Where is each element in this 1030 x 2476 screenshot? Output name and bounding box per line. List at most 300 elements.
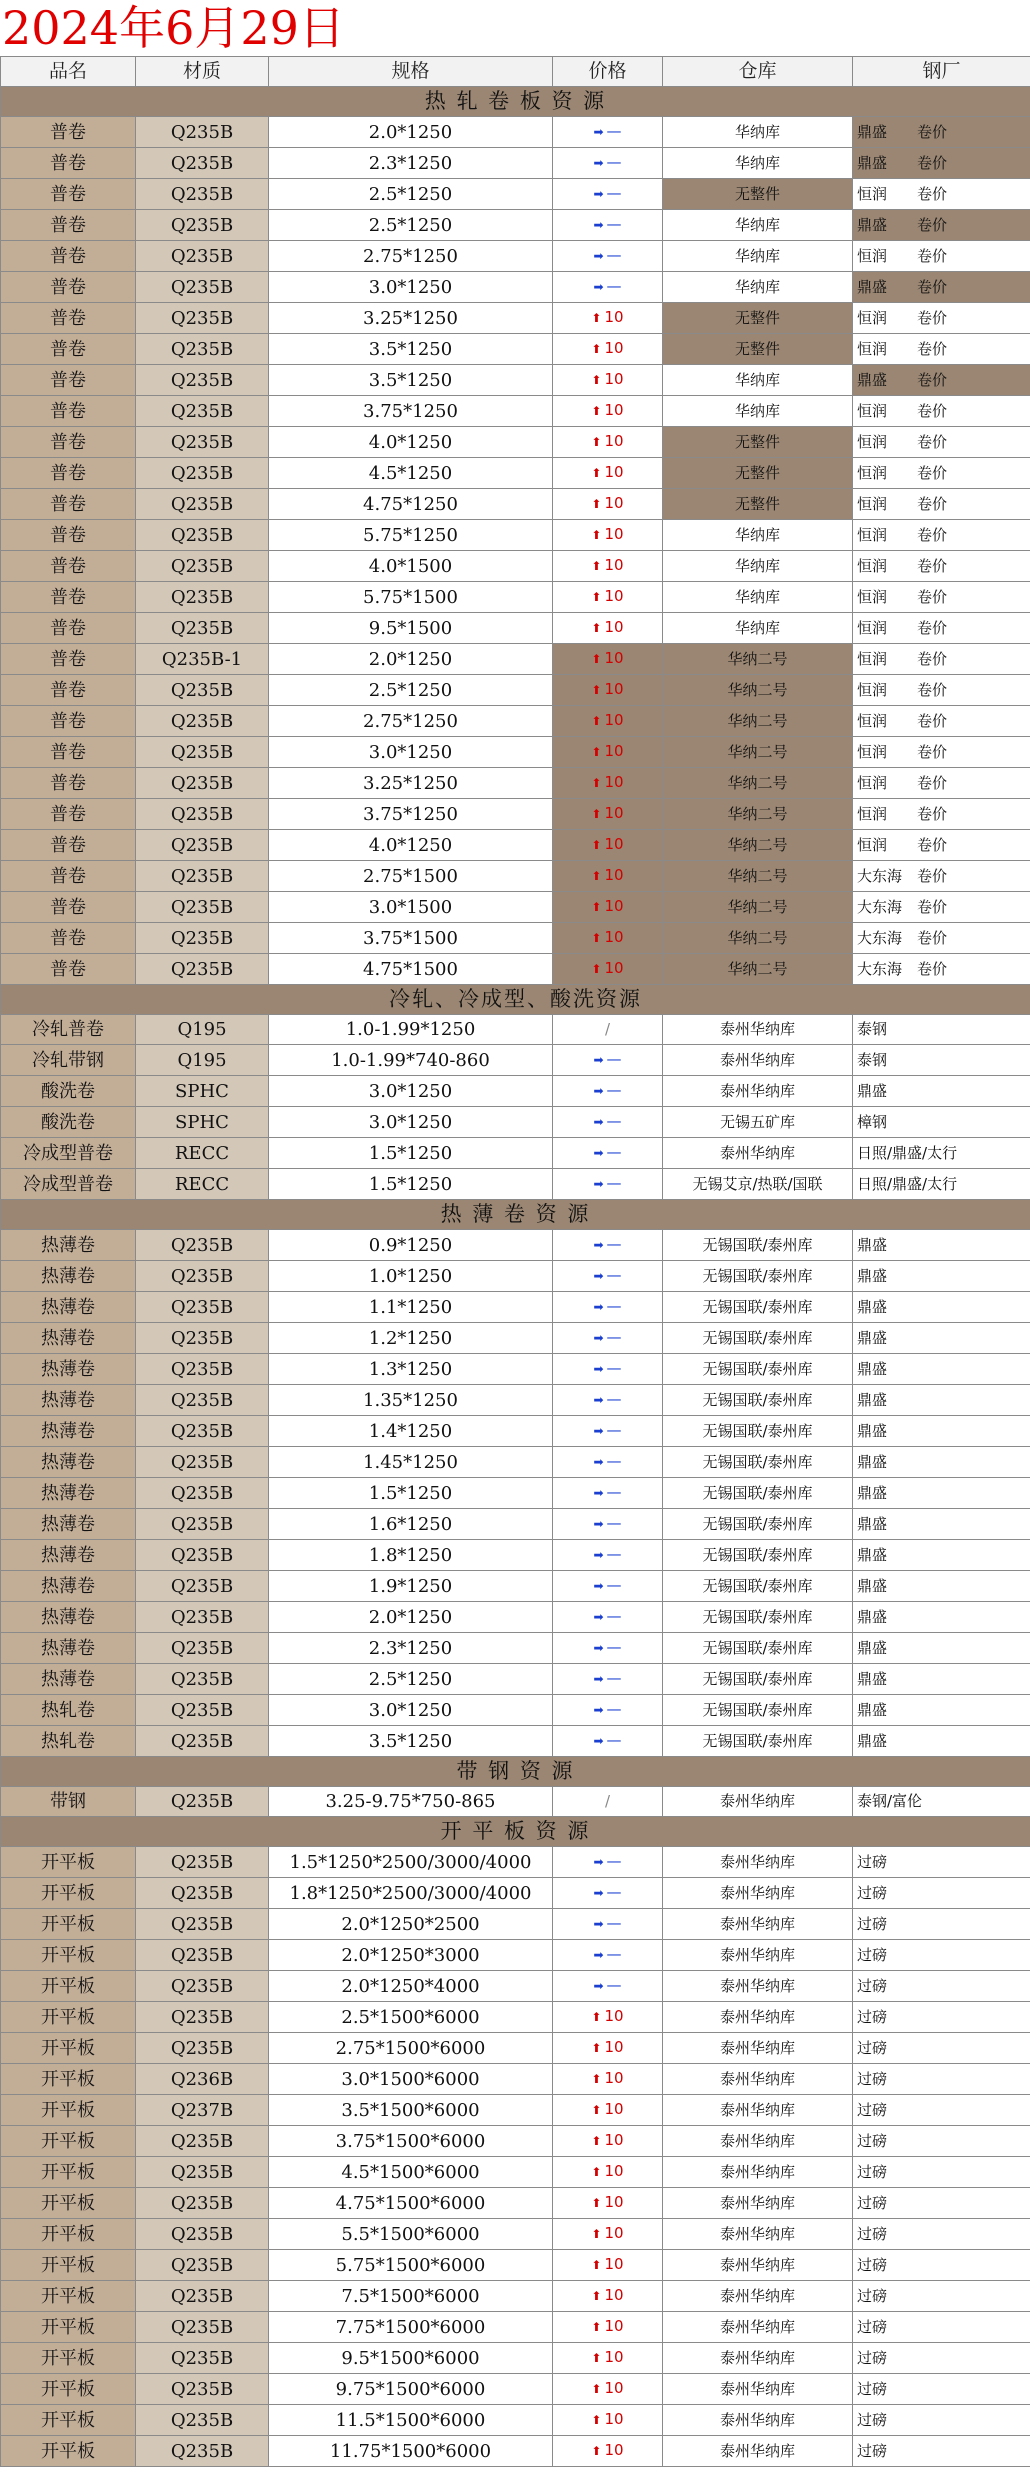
page-title: 2024年6月29日 [2,1,345,55]
product-name-cell: 酸洗卷 [1,1076,136,1107]
mill-cell: 泰钢/富伦 [853,1787,1030,1817]
price-cell [553,1076,663,1107]
product-name-cell: 热薄卷 [1,1292,136,1323]
spec-cell: 1.3*1250 [269,1354,553,1385]
price-change-text: — [606,1081,622,1099]
mill-cell: 鼎盛 [853,1385,1030,1416]
price-change-text: — [606,1328,622,1346]
up-arrow-icon: ⬆ [591,2320,602,2334]
warehouse-cell: 无整件 [663,179,853,210]
mill-cell: 过磅 [853,1847,1030,1878]
spec-cell: 1.45*1250 [269,1447,553,1478]
mill-cell: 恒润 卷价 [853,520,1030,551]
section-title: 热 轧 卷 板 资 源 [1,87,1030,117]
product-name-cell: 普卷 [1,272,136,303]
table-row [1,1602,1030,1633]
material-cell: Q235B [136,799,269,830]
spec-cell: 2.5*1250 [269,210,553,241]
material-cell: Q235B [136,954,269,985]
section-header-row [1,1757,1030,1787]
material-cell: Q235B [136,489,269,520]
price-change-text: 10 [604,804,624,822]
price-cell [553,2064,663,2095]
spec-cell: 3.75*1250 [269,396,553,427]
spec-cell: 4.0*1250 [269,830,553,861]
price-cell [553,1940,663,1971]
spec-cell: 2.3*1250 [269,1633,553,1664]
product-name-cell: 酸洗卷 [1,1107,136,1138]
spec-cell: 4.75*1250 [269,489,553,520]
section-title: 热 薄 卷 资 源 [1,1200,1030,1230]
warehouse-cell: 华纳库 [663,241,853,272]
material-cell: Q235B [136,1633,269,1664]
price-change-text: 10 [604,370,624,388]
price-change-text: — [606,1514,622,1532]
mill-cell: 过磅 [853,2281,1030,2312]
mill-cell: 鼎盛 [853,1602,1030,1633]
mill-cell: 过磅 [853,2343,1030,2374]
right-arrow-icon: ➡ [593,1548,604,1562]
mill-cell: 恒润 卷价 [853,768,1030,799]
warehouse-cell: 泰州华纳库 [663,2281,853,2312]
product-name-cell: 热薄卷 [1,1416,136,1447]
product-name-cell: 普卷 [1,365,136,396]
price-cell [553,737,663,768]
right-arrow-icon: ➡ [593,1238,604,1252]
price-cell [553,2250,663,2281]
price-change-text: 10 [604,463,624,481]
table-row [1,272,1030,303]
spec-cell: 7.5*1500*6000 [269,2281,553,2312]
material-cell: Q235B [136,675,269,706]
material-cell: Q235B [136,1261,269,1292]
product-name-cell: 开平板 [1,2064,136,2095]
product-name-cell: 普卷 [1,241,136,272]
table-row [1,1664,1030,1695]
spec-cell: 1.6*1250 [269,1509,553,1540]
warehouse-cell: 泰州华纳库 [663,1971,853,2002]
warehouse-cell: 泰州华纳库 [663,1015,853,1045]
table-row [1,737,1030,768]
warehouse-cell: 泰州华纳库 [663,2095,853,2126]
material-cell: Q235B [136,427,269,458]
product-name-cell: 带钢 [1,1787,136,1817]
table-row [1,1571,1030,1602]
product-name-cell: 热薄卷 [1,1447,136,1478]
warehouse-cell: 无锡国联/泰州库 [663,1695,853,1726]
price-change-text: — [606,1359,622,1377]
table-row [1,675,1030,706]
table-row [1,520,1030,551]
price-change-text: — [606,1390,622,1408]
price-cell [553,396,663,427]
table-row [1,1292,1030,1323]
spec-cell: 3.0*1250 [269,1695,553,1726]
price-change-text: — [606,1452,622,1470]
price-change-text: 10 [604,959,624,977]
material-cell: Q235B [136,117,269,148]
material-cell: Q235B [136,520,269,551]
mill-cell: 过磅 [853,2002,1030,2033]
warehouse-cell: 无锡五矿库 [663,1107,853,1138]
warehouse-cell: 无锡国联/泰州库 [663,1509,853,1540]
material-cell: Q235B [136,1385,269,1416]
warehouse-cell: 泰州华纳库 [663,2064,853,2095]
material-cell: Q235B [136,1909,269,1940]
table-row [1,1416,1030,1447]
product-name-cell: 开平板 [1,2126,136,2157]
price-change-text: — [606,1700,622,1718]
up-arrow-icon: ⬆ [591,497,602,511]
warehouse-cell: 华纳二号 [663,923,853,954]
warehouse-cell: 华纳库 [663,365,853,396]
spec-cell: 2.0*1250 [269,1602,553,1633]
up-arrow-icon: ⬆ [591,435,602,449]
up-arrow-icon: ⬆ [591,559,602,573]
right-arrow-icon: ➡ [593,1455,604,1469]
price-change-text: — [606,1669,622,1687]
warehouse-cell: 无整件 [663,489,853,520]
mill-cell: 鼎盛 [853,1509,1030,1540]
table-row [1,1076,1030,1107]
price-cell [553,892,663,923]
warehouse-cell: 泰州华纳库 [663,2002,853,2033]
mill-cell: 鼎盛 [853,1695,1030,1726]
mill-cell: 过磅 [853,1909,1030,1940]
mill-cell: 大东海 卷价 [853,923,1030,954]
product-name-cell: 普卷 [1,861,136,892]
table-row [1,1633,1030,1664]
right-arrow-icon: ➡ [593,1886,604,1900]
price-cell [553,1726,663,1757]
spec-cell: 3.5*1250 [269,1726,553,1757]
product-name-cell: 热薄卷 [1,1602,136,1633]
price-change-text: — [606,1297,622,1315]
product-name-cell: 普卷 [1,613,136,644]
warehouse-cell: 无整件 [663,303,853,334]
price-change-text: 10 [604,2007,624,2025]
table-row [1,2281,1030,2312]
spec-cell: 1.8*1250 [269,1540,553,1571]
price-change-text: 10 [604,2131,624,2149]
price-cell [553,1787,663,1817]
spec-cell: 2.75*1250 [269,241,553,272]
product-name-cell: 热薄卷 [1,1540,136,1571]
product-name-cell: 普卷 [1,954,136,985]
section-header-row [1,1817,1030,1847]
mill-cell: 泰钢 [853,1015,1030,1045]
warehouse-cell: 泰州华纳库 [663,2250,853,2281]
mill-cell: 恒润 卷价 [853,396,1030,427]
spec-cell: 9.5*1500*6000 [269,2343,553,2374]
price-cell [553,1509,663,1540]
product-name-cell: 开平板 [1,2033,136,2064]
product-name-cell: 热薄卷 [1,1571,136,1602]
mill-cell: 恒润 卷价 [853,489,1030,520]
price-change-text: 10 [604,2317,624,2335]
mill-cell: 恒润 卷价 [853,706,1030,737]
table-row [1,1509,1030,1540]
table-row [1,923,1030,954]
material-cell: Q195 [136,1015,269,1045]
price-change-text: 10 [604,866,624,884]
material-cell: Q235B [136,1416,269,1447]
up-arrow-icon: ⬆ [591,373,602,387]
price-change-text: 10 [604,2038,624,2056]
mill-cell: 恒润 卷价 [853,458,1030,489]
material-cell: Q235B [136,2033,269,2064]
mill-cell: 恒润 卷价 [853,644,1030,675]
price-cell [553,210,663,241]
product-name-cell: 热薄卷 [1,1323,136,1354]
mill-cell: 过磅 [853,2374,1030,2405]
up-arrow-icon: ⬆ [591,776,602,790]
spec-cell: 1.9*1250 [269,1571,553,1602]
warehouse-cell: 泰州华纳库 [663,1847,853,1878]
table-row [1,117,1030,148]
section-title: 开 平 板 资 源 [1,1817,1030,1847]
price-cell [553,2374,663,2405]
price-change-text: — [606,1050,622,1068]
spec-cell: 3.75*1500*6000 [269,2126,553,2157]
table-row [1,768,1030,799]
up-arrow-icon: ⬆ [591,404,602,418]
spec-cell: 3.25*1250 [269,768,553,799]
section-header-row [1,985,1030,1015]
spec-cell: 1.0*1250 [269,1261,553,1292]
material-cell: Q235B [136,768,269,799]
price-change-text: 10 [604,587,624,605]
right-arrow-icon: ➡ [593,1979,604,1993]
mill-cell: 鼎盛 [853,1292,1030,1323]
header-name: 品名 [1,57,136,87]
price-change-text: — [606,1576,622,1594]
price-change-text: 10 [604,308,624,326]
warehouse-cell: 泰州华纳库 [663,2343,853,2374]
table-row [1,365,1030,396]
material-cell: Q235B [136,210,269,241]
material-cell: Q235B [136,303,269,334]
product-name-cell: 开平板 [1,2157,136,2188]
price-cell [553,1015,663,1045]
price-change-text: 10 [604,2410,624,2428]
table-row [1,2405,1030,2436]
spec-cell: 9.75*1500*6000 [269,2374,553,2405]
mill-cell: 过磅 [853,2312,1030,2343]
table-row [1,954,1030,985]
material-cell: Q235B [136,1664,269,1695]
price-table-body [1,57,1030,2467]
material-cell: Q235B [136,1447,269,1478]
table-row [1,644,1030,675]
material-cell: Q235B [136,613,269,644]
price-cell [553,613,663,644]
price-cell [553,1971,663,2002]
mill-cell: 鼎盛 [853,1416,1030,1447]
mill-cell: 鼎盛 卷价 [853,365,1030,396]
right-arrow-icon: ➡ [593,249,604,263]
product-name-cell: 普卷 [1,520,136,551]
spec-cell: 1.5*1250 [269,1478,553,1509]
header-mill: 钢厂 [853,57,1030,87]
warehouse-cell: 华纳库 [663,551,853,582]
price-change-text: — [606,184,622,202]
right-arrow-icon: ➡ [593,187,604,201]
price-change-text: — [606,1112,622,1130]
price-change-text: 10 [604,897,624,915]
product-name-cell: 热薄卷 [1,1633,136,1664]
price-cell [553,1292,663,1323]
price-change-text: 10 [604,2193,624,2211]
spec-cell: 1.4*1250 [269,1416,553,1447]
table-row [1,1909,1030,1940]
spec-cell: 11.5*1500*6000 [269,2405,553,2436]
warehouse-cell: 无锡国联/泰州库 [663,1261,853,1292]
material-cell: SPHC [136,1076,269,1107]
warehouse-cell: 泰州华纳库 [663,1787,853,1817]
material-cell: Q235B [136,1940,269,1971]
material-cell: Q235B [136,1509,269,1540]
mill-cell: 恒润 卷价 [853,427,1030,458]
mill-cell: 鼎盛 [853,1076,1030,1107]
product-name-cell: 开平板 [1,2219,136,2250]
up-arrow-icon: ⬆ [591,342,602,356]
material-cell: Q235B [136,2250,269,2281]
mill-cell: 过磅 [853,2436,1030,2467]
price-cell [553,551,663,582]
right-arrow-icon: ➡ [593,1084,604,1098]
product-name-cell: 普卷 [1,768,136,799]
material-cell: Q235B [136,2281,269,2312]
mill-cell: 鼎盛 卷价 [853,210,1030,241]
product-name-cell: 开平板 [1,2095,136,2126]
spec-cell: 1.35*1250 [269,1385,553,1416]
warehouse-cell: 华纳库 [663,396,853,427]
spec-cell: 3.5*1500*6000 [269,2095,553,2126]
product-name-cell: 热薄卷 [1,1478,136,1509]
table-row [1,1045,1030,1076]
price-change-text: — [606,277,622,295]
product-name-cell: 普卷 [1,427,136,458]
product-name-cell: 普卷 [1,923,136,954]
warehouse-cell: 华纳库 [663,117,853,148]
price-cell [553,1323,663,1354]
price-cell [553,861,663,892]
mill-cell: 恒润 卷价 [853,241,1030,272]
right-arrow-icon: ➡ [593,1053,604,1067]
table-row [1,2374,1030,2405]
product-name-cell: 普卷 [1,117,136,148]
table-row [1,2157,1030,2188]
spec-cell: 1.1*1250 [269,1292,553,1323]
spec-cell: 2.75*1500*6000 [269,2033,553,2064]
warehouse-cell: 无整件 [663,334,853,365]
mill-cell: 恒润 卷价 [853,830,1030,861]
price-change-text: — [606,1174,622,1192]
material-cell: Q235B [136,458,269,489]
spec-cell: 4.0*1250 [269,427,553,458]
table-row [1,2436,1030,2467]
material-cell: Q235B [136,737,269,768]
mill-cell: 鼎盛 卷价 [853,272,1030,303]
price-change-text: 10 [604,2224,624,2242]
table-row [1,1385,1030,1416]
spec-cell: 4.75*1500*6000 [269,2188,553,2219]
price-cell [553,2126,663,2157]
price-change-text: 10 [604,2379,624,2397]
mill-cell: 恒润 卷价 [853,675,1030,706]
mill-cell: 鼎盛 [853,1726,1030,1757]
up-arrow-icon: ⬆ [591,2289,602,2303]
price-cell [553,799,663,830]
product-name-cell: 普卷 [1,644,136,675]
warehouse-cell: 华纳库 [663,272,853,303]
right-arrow-icon: ➡ [593,1393,604,1407]
material-cell: Q236B [136,2064,269,2095]
mill-cell: 过磅 [853,2095,1030,2126]
price-cell [553,2219,663,2250]
price-cell [553,1138,663,1169]
table-row [1,427,1030,458]
table-row [1,1695,1030,1726]
table-row [1,458,1030,489]
warehouse-cell: 泰州华纳库 [663,2219,853,2250]
warehouse-cell: 无锡国联/泰州库 [663,1323,853,1354]
product-name-cell: 热薄卷 [1,1354,136,1385]
table-row [1,1354,1030,1385]
warehouse-cell: 泰州华纳库 [663,1076,853,1107]
spec-cell: 1.0-1.99*740-860 [269,1045,553,1076]
warehouse-cell: 华纳库 [663,210,853,241]
mill-cell: 鼎盛 [853,1664,1030,1695]
spec-cell: 2.0*1250*3000 [269,1940,553,1971]
product-name-cell: 普卷 [1,706,136,737]
mill-cell: 恒润 卷价 [853,179,1030,210]
price-cell [553,1664,663,1695]
warehouse-cell: 泰州华纳库 [663,2405,853,2436]
mill-cell: 鼎盛 [853,1261,1030,1292]
right-arrow-icon: ➡ [593,1486,604,1500]
warehouse-cell: 泰州华纳库 [663,2436,853,2467]
right-arrow-icon: ➡ [593,1734,604,1748]
spec-cell: 2.0*1250 [269,644,553,675]
warehouse-cell: 无锡国联/泰州库 [663,1633,853,1664]
material-cell: Q235B [136,1478,269,1509]
material-cell: Q235B [136,396,269,427]
table-row [1,303,1030,334]
warehouse-cell: 华纳二号 [663,706,853,737]
price-cell [553,2157,663,2188]
table-row [1,148,1030,179]
material-cell: Q235B [136,2157,269,2188]
price-cell [553,2436,663,2467]
price-cell [553,1602,663,1633]
mill-cell: 恒润 卷价 [853,737,1030,768]
mill-cell: 鼎盛 [853,1447,1030,1478]
warehouse-cell: 泰州华纳库 [663,1940,853,1971]
up-arrow-icon: ⬆ [591,714,602,728]
price-change-text: 10 [604,339,624,357]
warehouse-cell: 无锡国联/泰州库 [663,1602,853,1633]
mill-cell: 大东海 卷价 [853,954,1030,985]
price-change-text: 10 [604,2100,624,2118]
table-row [1,1169,1030,1200]
table-row [1,2002,1030,2033]
price-change-text: — [606,1976,622,1994]
table-row [1,489,1030,520]
product-name-cell: 普卷 [1,458,136,489]
up-arrow-icon: ⬆ [591,931,602,945]
